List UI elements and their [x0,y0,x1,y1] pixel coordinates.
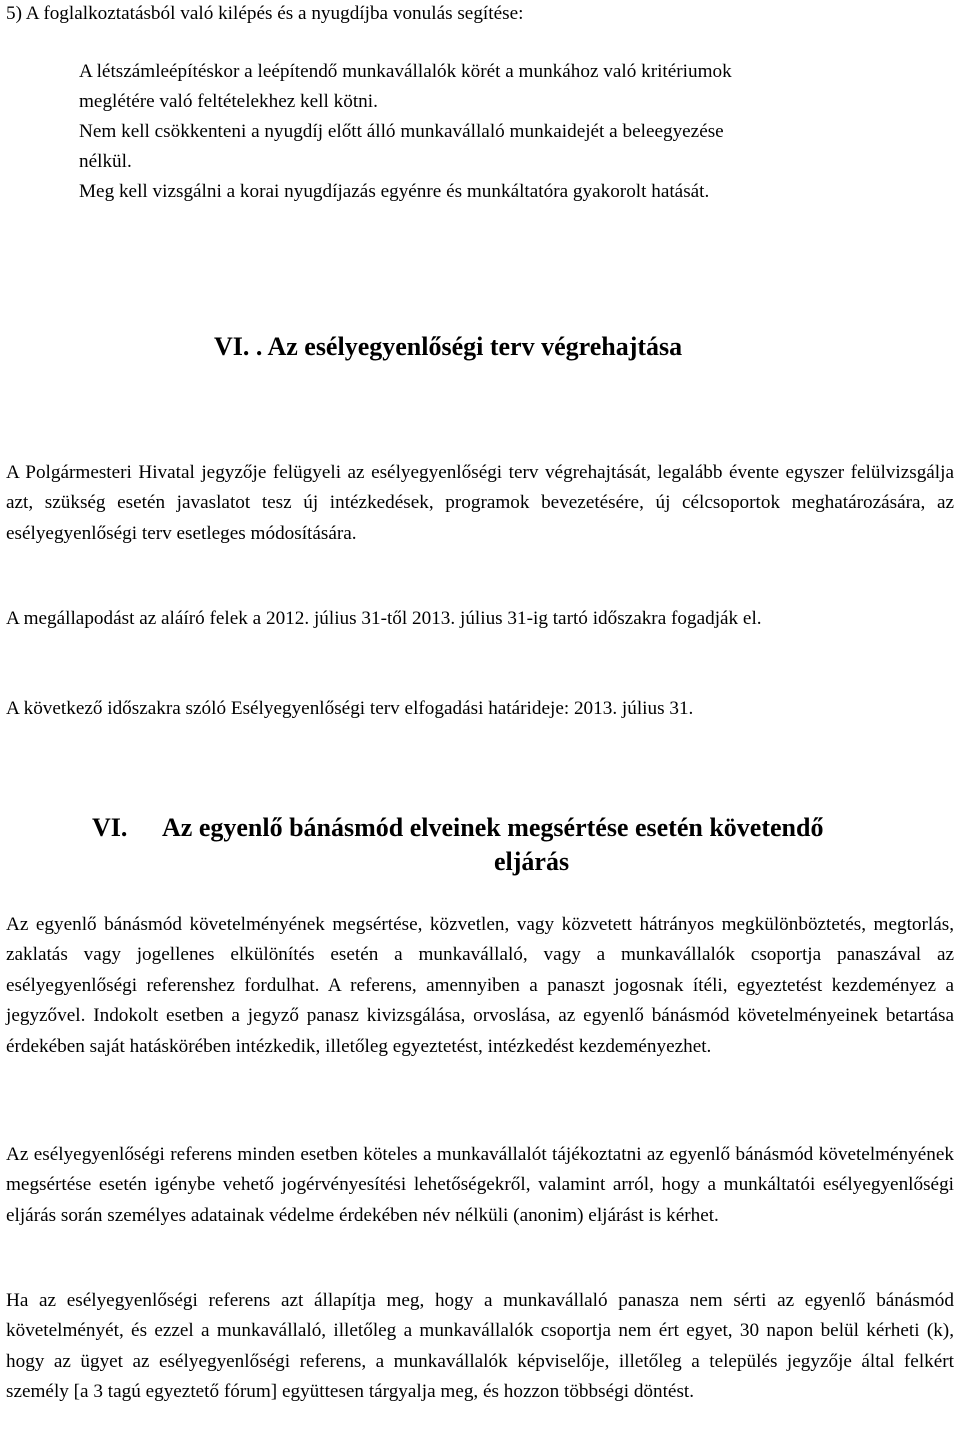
chapter-vi-b-heading-line-1: Az egyenlő bánásmód elveinek megsértése esetén követendő [162,813,824,842]
chapter-vi-heading: VI. . Az esélyegyenlőségi terv végrehajtása [214,332,683,361]
section-5-title: 5) A foglalkoztatásból való kilépés és a nyugdíjba vonulás segítése: [6,3,524,24]
chapter-vi-b-paragraph-2: Az esélyegyenlőségi referens minden esetben köteles a munkavállalót tájékoztatni az egyenlő bánásmód követelményének megsértése esetén igénybe vehető jogérvényesítési lehetőségekről, valamint arról, hogy a munkáltatói esélyegyenlőségi eljárás során személyes adatainak védelme érdekében név nélküli (anonim) eljárást is kérhet. [6,1144,954,1226]
section-5-line-2: meglétére való feltételekhez kell kötni. [79,91,378,112]
section-5-line-5: Meg kell vizsgálni a korai nyugdíjazás egyénre és munkáltatóra gyakorolt hatását. [79,181,710,202]
chapter-vi-body-2 [6,604,954,634]
chapter-vi-b-paragraph-3: Ha az esélyegyenlőségi referens azt állapítja meg, hogy a munkavállaló panasza nem sérti az egyenlő bánásmód követelményét, és ezzel a munkavállaló, illetőleg a munkavállalók csoportja nem ért egyet, 30 napon belül kérheti (k), hogy az ügyet az esélyegyenlőségi referens, a munkavállalók képviselője, illetőleg a település jegyzője által felkért személy [a 3 tagú egyeztető fórum] együttesen tárgyalja meg, és hozzon többségi döntést. [6,1290,954,1403]
section-5-line-3: Nem kell csökkenteni a nyugdíj előtt álló munkavállaló munkaidejét a beleegyezése [79,121,724,142]
section-5-line-4: nélkül. [79,151,132,172]
chapter-vi-b-body-1 [6,910,954,1062]
chapter-vi-b-paragraph-1: Az egyenlő bánásmód követelményének megsértése, közvetlen, vagy közvetett hátrányos megkülönböztetés, megtorlás, zaklatás vagy jogellenes elkülönítés esetén a munkavállaló, vagy a munkavállalók csoportja panaszával az esélyegyenlőségi referenshez fordulhat. A referens, amennyiben a panaszt jogosnak ítéli, egyeztetést kezdeményez a jegyzővel. Indokolt esetben a jegyző panasz kivizsgálása, orvoslása, az egyenlő bánásmód követelményeinek betartása érdekében saját hatáskörében intézkedik, illetőleg egyeztetést, intézkedést kezdeményezhet. [6,914,954,1057]
chapter-vi-paragraph-1: A Polgármesteri Hivatal jegyzője felügyeli az esélyegyenlőségi terv végrehajtását, legalább évente egyszer felülvizsgálja azt, szükség esetén javaslatot tesz új intézkedések, programok bevezetésére, új célcsoportok meghatározására, az esélyegyenlőségi terv esetleges módosítására. [6,462,954,544]
chapter-vi-b-body-2 [6,1140,954,1231]
section-5-line-1: A létszámleépítéskor a leépítendő munkavállalók körét a munkához való kritériumok [79,61,732,82]
chapter-vi-paragraph-3: A következő időszakra szóló Esélyegyenlőségi terv elfogadási határideje: 2013. július 31. [6,698,694,719]
chapter-vi-b-number: VI. [92,813,128,842]
chapter-vi-b-body-3 [6,1286,954,1408]
chapter-vi-b-heading-line-2: eljárás [494,847,570,876]
chapter-vi-paragraph-2: A megállapodást az aláíró felek a 2012. július 31-től 2013. július 31-ig tartó időszakra fogadják el. [6,608,762,629]
chapter-vi-body [6,458,954,549]
